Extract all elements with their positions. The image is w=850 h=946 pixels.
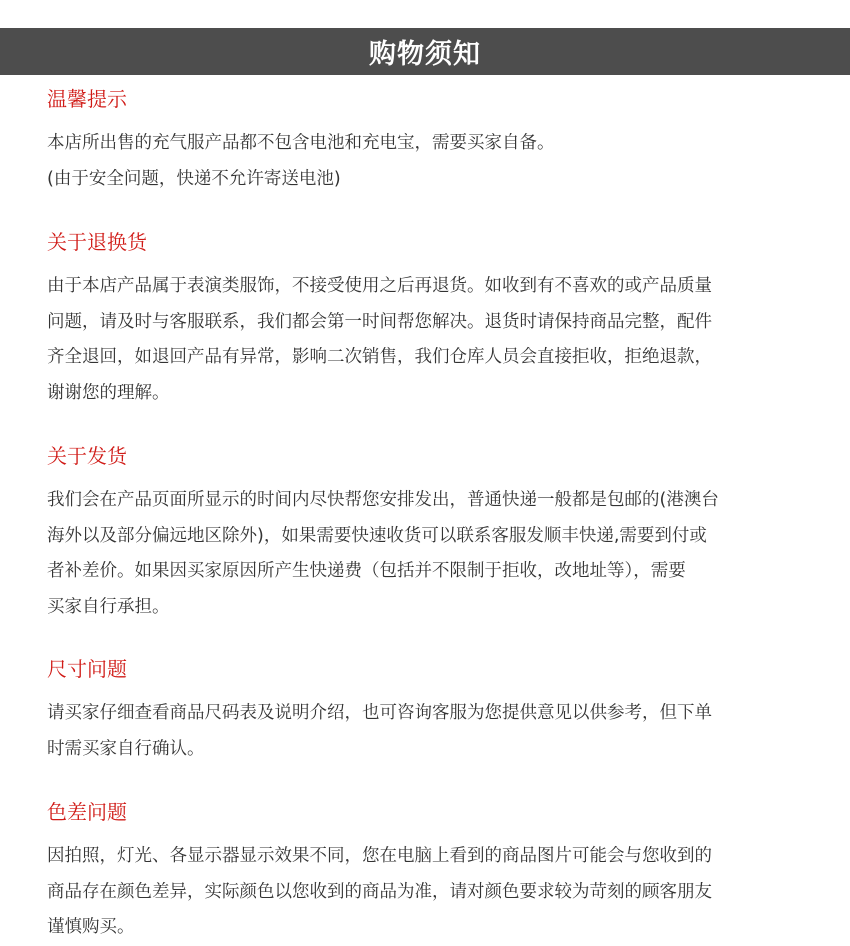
section-body xyxy=(47,269,807,411)
section-title: 关于发货 xyxy=(47,444,127,468)
body-line: 谢谢您的理解。 xyxy=(47,382,170,403)
body-line: 谨慎购买。 xyxy=(47,917,135,937)
body-line: 问题，请及时与客服联系，我们都会第一时间帮您解决。退货时请保持商品完整，配件 xyxy=(47,311,712,332)
body-line: 我们会在产品页面所显示的时间内尽快帮您安排发出，普通快递一般都是包邮的(港澳台 xyxy=(47,490,719,510)
body-line: 请买家仔细查看商品尺码表及说明介绍，也可咨询客服为您提供意见以供参考，但下单 xyxy=(47,703,712,723)
section-warm-tips xyxy=(47,87,807,197)
section-title: 色差问题 xyxy=(47,800,127,824)
body-line: 时需买家自行确认。 xyxy=(47,738,205,759)
section-shipping xyxy=(47,444,807,625)
section-returns xyxy=(47,230,807,411)
section-body xyxy=(47,126,807,197)
body-line: (由于安全问题，快递不允许寄送电池) xyxy=(47,168,341,189)
body-line: 本店所出售的充气服产品都不包含电池和充电宝，需要买家自备。 xyxy=(47,133,555,153)
section-title: 关于退换货 xyxy=(47,230,147,254)
body-line: 由于本店产品属于表演类服饰，不接受使用之后再退货。如收到有不喜欢的或产品质量 xyxy=(47,276,712,296)
section-sizing xyxy=(47,657,807,767)
section-body xyxy=(47,696,807,767)
body-line: 齐全退回，如退回产品有异常，影响二次销售，我们仓库人员会直接拒收，拒绝退款， xyxy=(47,347,712,367)
section-color-difference xyxy=(47,800,807,946)
section-body xyxy=(47,483,807,625)
section-body xyxy=(47,839,807,946)
body-line: 者补差价。如果因买家原因所产生快递费（包括并不限制于拒收，改地址等），需要 xyxy=(47,561,686,581)
section-title: 温馨提示 xyxy=(47,87,127,111)
body-line: 因拍照，灯光、各显示器显示效果不同，您在电脑上看到的商品图片可能会与您收到的 xyxy=(47,846,712,866)
section-title: 尺寸问题 xyxy=(47,657,127,681)
page-header xyxy=(0,28,850,75)
body-line: 买家自行承担。 xyxy=(47,596,170,617)
page-title: 购物须知 xyxy=(369,39,481,70)
body-line: 商品存在颜色差异，实际颜色以您收到的商品为准，请对颜色要求较为苛刻的顾客朋友 xyxy=(47,881,712,902)
body-line: 海外以及部分偏远地区除外)，如果需要快速收货可以联系客服发顺丰快递,需要到付或 xyxy=(47,525,707,546)
